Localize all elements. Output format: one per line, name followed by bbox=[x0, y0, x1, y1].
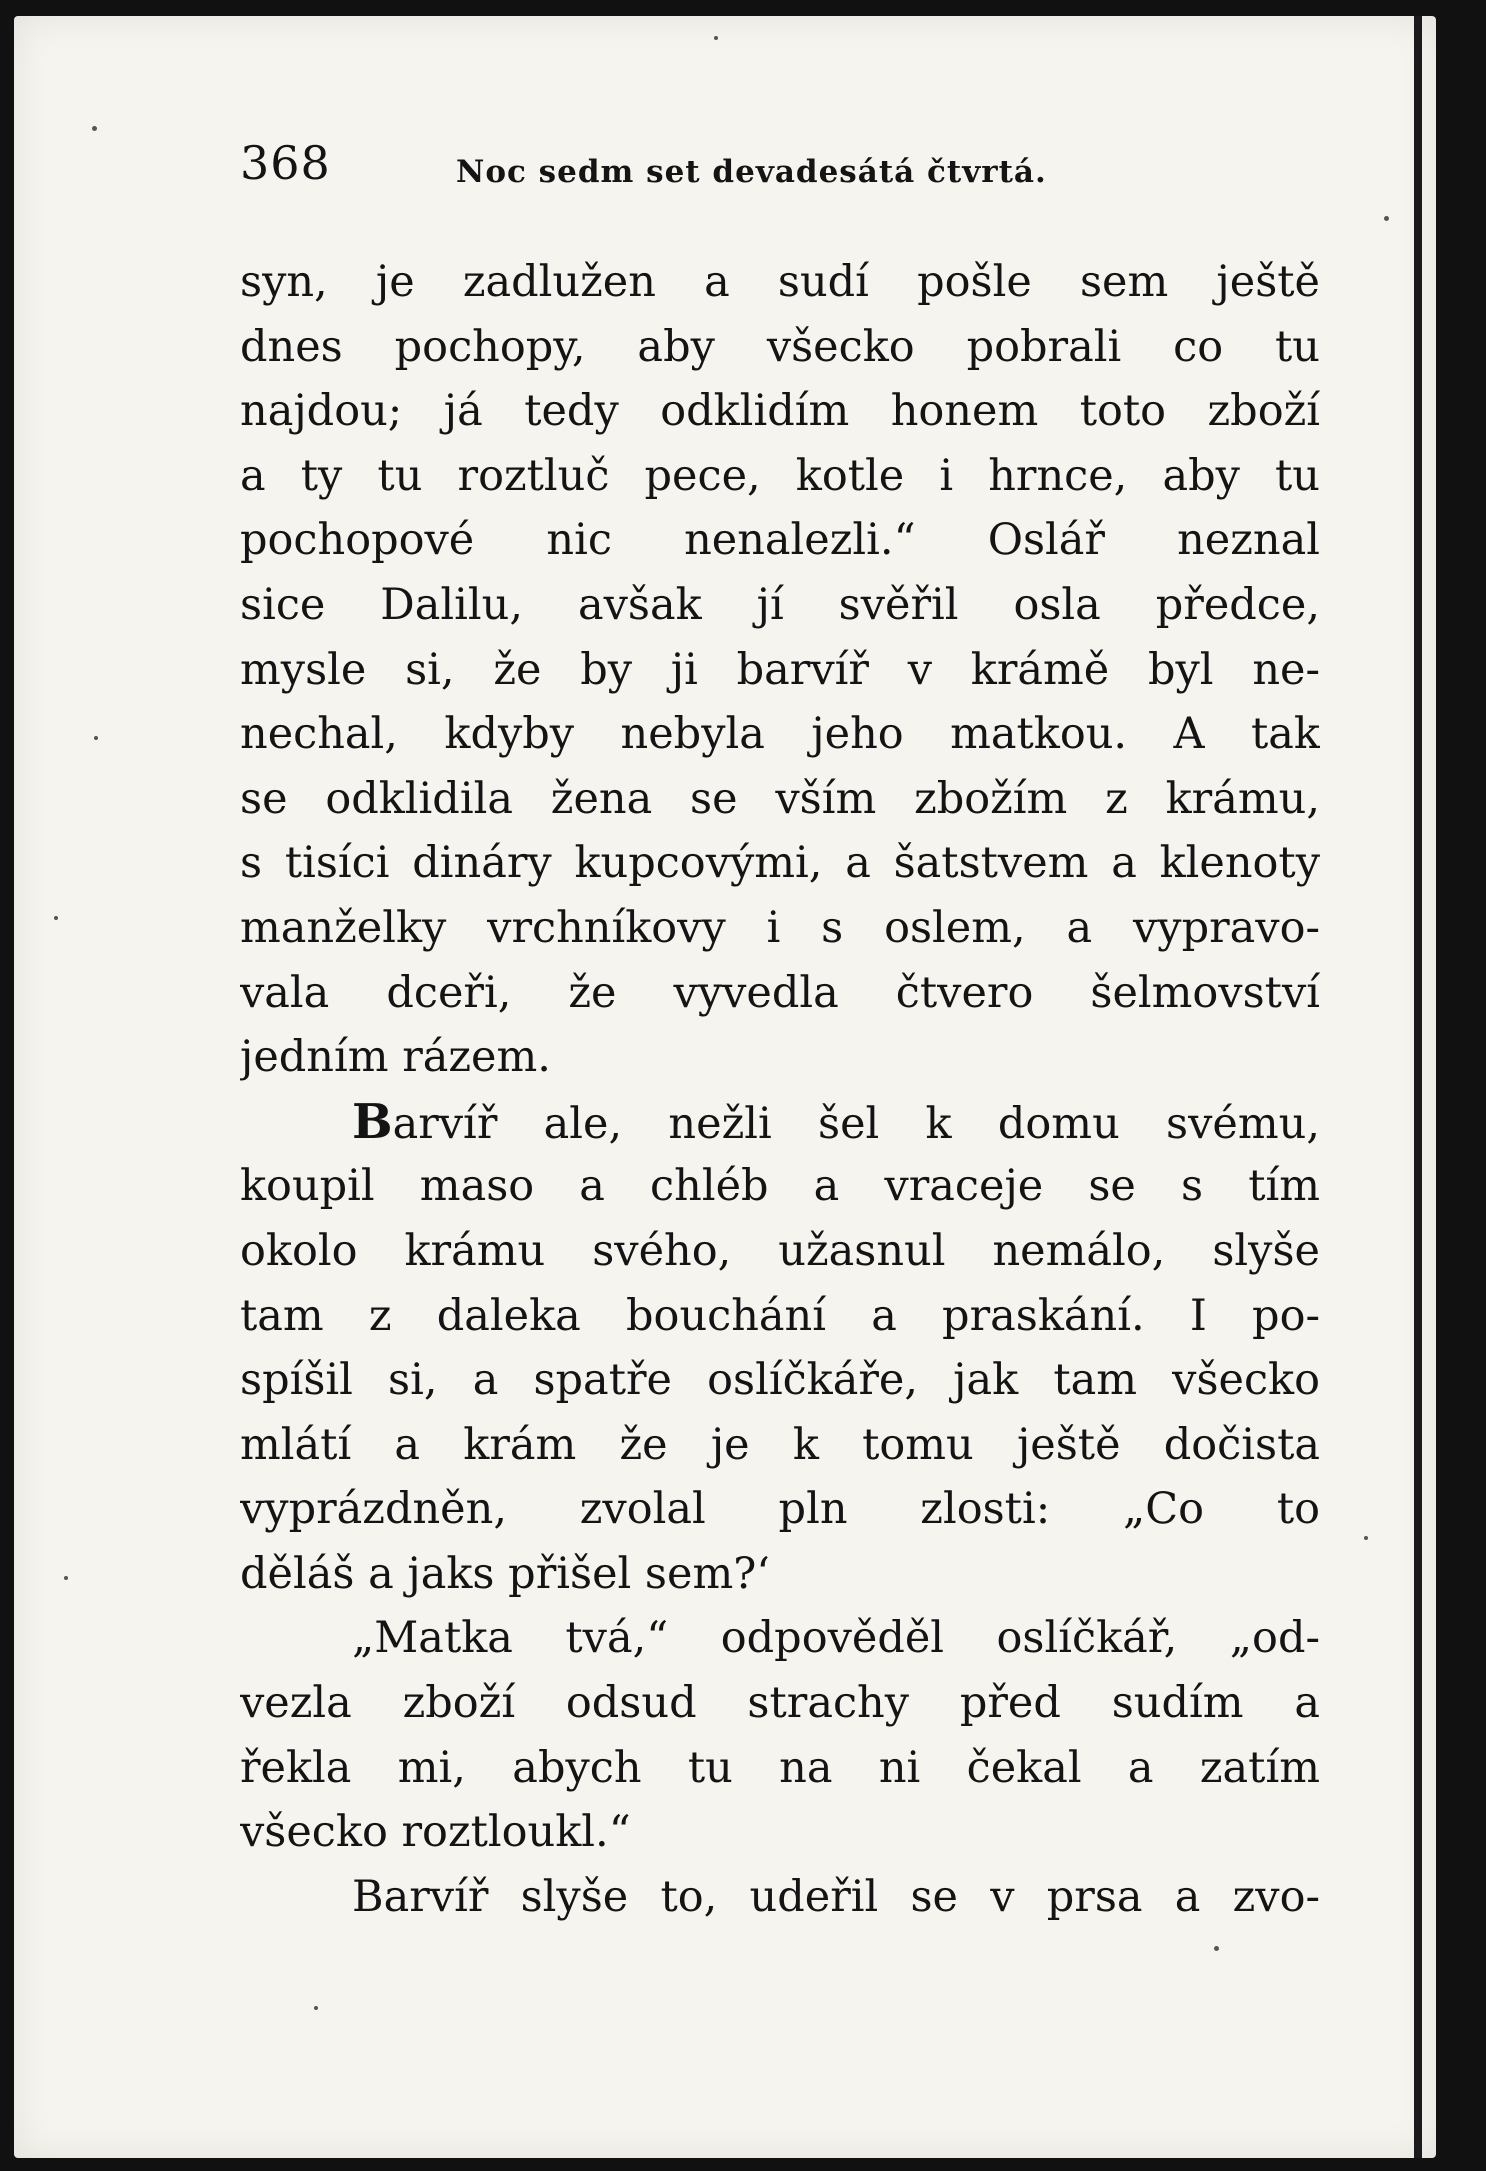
text-line: syn, je zadlužen a sudí pošle sem ještě bbox=[240, 257, 1320, 307]
page-number: 368 bbox=[240, 136, 331, 190]
text-line: mysle si, že by ji barvíř v krámě byl ne- bbox=[240, 644, 1320, 695]
text-line: vezla zboží odsud strachy před sudím a bbox=[240, 1678, 1320, 1729]
scan-speck bbox=[1384, 216, 1389, 221]
scan-speck bbox=[54, 916, 58, 920]
text-line: všecko roztloukl.“ bbox=[240, 1807, 631, 1858]
text-line: řekla mi, abych tu na ni čekal a zatím bbox=[240, 1742, 1320, 1793]
text-line: se odklidila žena se vším zbožím z krámu, bbox=[240, 773, 1320, 824]
text-line: najdou; já tedy odklidím honem toto zboží bbox=[240, 386, 1320, 437]
scan-speck bbox=[92, 126, 97, 131]
text-line: jedním rázem. bbox=[240, 1032, 551, 1083]
text-line: a ty tu roztluč pece, kotle i hrnce, aby tu bbox=[240, 450, 1320, 501]
text-line: s tisíci dináry kupcovými, a šatstvem a klenoty bbox=[240, 838, 1320, 889]
text-line: pochopové nic nenalezli.“ Oslář neznal bbox=[240, 515, 1320, 566]
body-text bbox=[240, 250, 1320, 1929]
page-header bbox=[240, 136, 1320, 206]
text-line: vyprázdněn, zvolal pln zlosti: „Co to bbox=[240, 1484, 1320, 1535]
scan-speck bbox=[1364, 1536, 1368, 1540]
text-line: „Matka tvá,“ odpověděl oslíčkář, „od- bbox=[352, 1613, 1320, 1664]
text-line: mlátí a krám že je k tomu ještě dočista bbox=[240, 1419, 1320, 1470]
text-line-rest: arvíř ale, nežli šel k domu svému, bbox=[392, 1098, 1320, 1149]
scan-speck bbox=[94, 736, 98, 740]
text-line: koupil maso a chléb a vraceje se s tím bbox=[240, 1161, 1320, 1212]
paragraph-first-line bbox=[240, 1090, 1320, 1155]
scan-speck bbox=[64, 1576, 68, 1580]
drop-cap: B bbox=[352, 1093, 393, 1150]
text-line: děláš a jaks přišel sem?‘ bbox=[240, 1548, 770, 1599]
text-line: vala dceři, že vyvedla čtvero šelmovství bbox=[240, 967, 1320, 1018]
text-line: sice Dalilu, avšak jí svěřil osla předce, bbox=[240, 579, 1320, 630]
text-line: manželky vrchníkovy i s oslem, a vypravo- bbox=[240, 902, 1320, 953]
text-line: nechal, kdyby nebyla jeho matkou. A tak bbox=[240, 709, 1320, 760]
text-line: okolo krámu svého, užasnul nemálo, slyše bbox=[240, 1225, 1320, 1276]
scan-speck bbox=[314, 2006, 318, 2010]
text-line: Barvíř slyše to, udeřil se v prsa a zvo- bbox=[352, 1871, 1320, 1922]
page-edge-shadow bbox=[1414, 16, 1422, 2158]
text-line: tam z daleka bouchání a praskání. I po- bbox=[240, 1290, 1320, 1341]
scan-speck bbox=[1214, 1946, 1219, 1951]
running-title: Noc sedm set devadesátá čtvrtá. bbox=[456, 154, 1047, 190]
scan-speck bbox=[714, 36, 718, 40]
text-line: spíšil si, a spatře oslíčkáře, jak tam všecko bbox=[240, 1355, 1320, 1406]
text-line: dnes pochopy, aby všecko pobrali co tu bbox=[240, 321, 1320, 372]
book-page bbox=[14, 16, 1436, 2158]
